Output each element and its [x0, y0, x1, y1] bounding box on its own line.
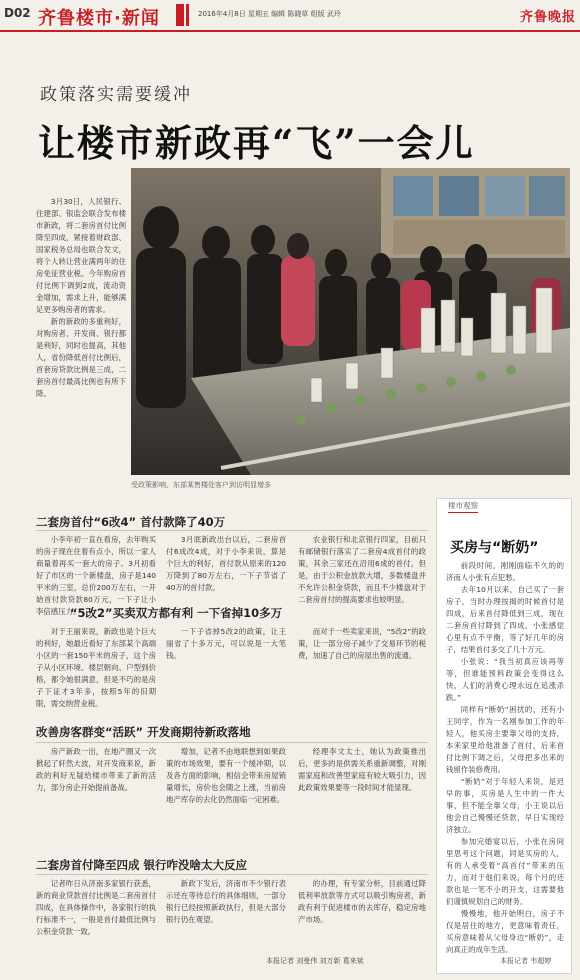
sidebar-paragraph: 参加完婚宴以后，小张在房间里思考这个问题，同是买房的人，有的人承受着“高首付”带来的压力，而对于他们来说，每个月的还款也是一笔不小的开支，这需要他们谨慎规划自己的财务。 — [446, 837, 564, 906]
body-paragraph: 房产新政一出，在地产圈又一次掀起了轩然大波，对开发商来说，新政的利好无疑给楼市带来了新的活力，部分房企开始提前备战。 — [36, 747, 156, 792]
body-paragraph: 小李年初一直在看房，去年购买的房子现在住着有点小，所以一家人商量着再买一套大的房子。3月初看好了市区的一个新楼盘，房子是140平米的三室，总价200万左右，一开始首付款贷款80万元，一下子让小李倍感压力。 — [36, 535, 156, 616]
section-body — [36, 746, 156, 842]
lead-column — [36, 196, 126, 424]
body-paragraph: 记者昨日从济南多家银行获悉，新的商业贷款首付比例是二套房首付四成，在具体操作中，各家银行的执行标准不一，一般是首付最低比例与公积金贷款一致。 — [36, 879, 156, 936]
section-heading: 改善房客群变“活跃” 开发商期待新政落地 — [36, 725, 251, 739]
sidebar-title: 买房与“断奶” — [450, 540, 539, 556]
section-body — [36, 626, 156, 708]
sidebar-paragraph: 同样有“断奶”困扰的，还有小王同学，作为一名刚参加工作的年轻人，他买房主要靠父母的支持，本来家里给他准备了首付，后来首付比例下调之后，父母把多出来的钱留作装修费用。 — [446, 705, 564, 774]
section-heading: “5改2”买卖双方都有利 一下省掉10多万 — [70, 606, 283, 620]
header-decoration — [186, 4, 189, 26]
sidebar-paragraph: “断奶”对于年轻人来说，是迟早的事，买房是人生中的一件大事，但不能全靠父母，小王说以后他会自己慢慢还贷款，早日实现经济独立。 — [446, 777, 564, 834]
section-title: 齐鲁楼市·新闻 — [38, 8, 160, 29]
header-decoration — [176, 4, 184, 26]
sidebar-paragraph: 小张说：“我当初真应该再等等，但谁能预料政策会变得这么快，人们的消费心理永远在追涨杀跌。” — [446, 657, 564, 702]
article-photo — [131, 168, 570, 475]
section-body — [298, 746, 426, 842]
section-body — [298, 626, 426, 696]
sidebar-body — [446, 560, 564, 965]
body-paragraph: 3月底新政出台以后，二套房首付6成改4成，对于小李来说，算是个巨大的利好，首付款从原来的120万降到了80万左右，一下子节省了40万的首付款。 — [166, 535, 286, 592]
section-body — [36, 878, 156, 962]
sales-office-scene — [131, 168, 570, 475]
issue-date-line: 2016年4月8日 星期五 编辑 陈晓草 组版 武玲 — [198, 10, 341, 18]
section-divider — [36, 874, 428, 875]
section-body — [298, 878, 426, 950]
sidebar-paragraph: 去年10月以来，自己买了一套房子，当时办理按揭的时候首付是四成，后来首付降低到三成，现在二套房首付降到了四成，小张感觉心里有点不平衡，等了好几年的房子，结果首付多交了几十万元。 — [446, 585, 564, 654]
sidebar-tag: 楼市观察 — [448, 500, 478, 513]
sidebar-paragraph: 前段时间，刚刚面临不久的的济南人小张有点犯愁。 — [446, 561, 564, 582]
body-paragraph: 而对于一些卖家来说，“5改2”的政策，让一部分房子减少了交易环节的税费，加速了自己的房屋出售的流通。 — [298, 627, 426, 660]
body-paragraph: 增加，记者不由地联想到如果政策的市场效果，要有一个缓冲期，以及各方面的影响，相信会带来房屋销量增长，房价也会随之上涨，当前房地产库存的去化仍然面临一定困难。 — [166, 747, 286, 804]
article-headline: 让楼市新政再“飞”一会儿 — [38, 121, 475, 165]
lead-paragraph: 新的新政的多重利好，对购房者、开发商、银行都是利好，同时也提高，其他人，省份降低首付比例后，首套房贷款比例是三成，二套房首付最高比例也有所下降。 — [36, 317, 126, 398]
section-heading: 二套房首付降至四成 银行咋没啥太大反应 — [36, 858, 248, 872]
body-paragraph: 的办理，有专家分析，目前通过降低利率放款等方式可以吸引购房者，新政有利于促进楼市的去库存，稳定房地产市场。 — [298, 879, 426, 924]
section-body — [298, 534, 426, 604]
photo-caption: 受政策影响，东部某售楼处客户到访明显增多 — [131, 481, 271, 489]
section-body — [166, 746, 286, 842]
page-number: D02 — [4, 6, 31, 20]
section-body — [166, 626, 286, 696]
section-body — [166, 878, 286, 962]
body-paragraph: 农业银行和北京银行四家，目前只有邮储银行落实了二套房4成首付的政策，其余三家还在沿用6成的首付，但是，由于公积金放款大增，多数楼盘并不允许公积金贷款，而且不少楼盘对于二套房首付的提高要求也较明显。 — [298, 535, 426, 604]
sidebar-byline: 本报记者 韦超婷 — [500, 957, 552, 965]
section-body — [166, 534, 286, 592]
newspaper-logo: 齐鲁晚报 — [520, 10, 577, 25]
body-paragraph: 经理李文太士，她认为政策推出后，更多的是供需关系重新调整，对刚需家庭和改善型家庭有较大吸引力，因此政策效果要等一段时间才能显现。 — [298, 747, 426, 792]
section-divider — [36, 742, 428, 743]
body-paragraph: 新政下发后，济南市不少银行表示还在等待总行的具体细则，一部分银行已经按照新政执行，但是大部分银行仍在观望。 — [166, 879, 286, 924]
section-heading: 二套房首付“6改4” 首付款降了40万 — [36, 515, 226, 529]
body-paragraph: 对于王丽来说，新政也是个巨大的利好，她最近看好了东部某个高端小区的一套150平米的房子，这个房子从小区环境、楼层朝向、户型到价格，都令她很满意，但是不巧的是房子下证才3年多，按照5年的旧期限，需交纳营业税。 — [36, 627, 156, 708]
section-divider — [36, 530, 428, 531]
section-body — [36, 534, 156, 616]
article-byline: 本报记者 刘曼伟 刘万新 葛来斌 — [266, 957, 364, 965]
body-paragraph: 一下子省掉5改2的政策，让王丽省了十多万元，可以说是一大笔钱。 — [166, 627, 286, 660]
article-kicker: 政策落实需要缓冲 — [40, 85, 192, 105]
sidebar-paragraph: 慢慢地，他开始明白，房子不仅是居住的地方，更意味着责任，买房意味着从父母身边“断奶”，走向真正的成年生活。 — [446, 909, 564, 954]
lead-paragraph: 3月30日，人民银行、住建部、银监会联合发布楼市新政，将二套房首付比例降至四成，紧接着财政部、国家税务总局也联合发文，将个人转让营业满两年的住房免征营业税。今年购房首付比例下调到2成，流动资金增加，需求上升，能够满足更多购房者的需求。 — [36, 197, 126, 314]
